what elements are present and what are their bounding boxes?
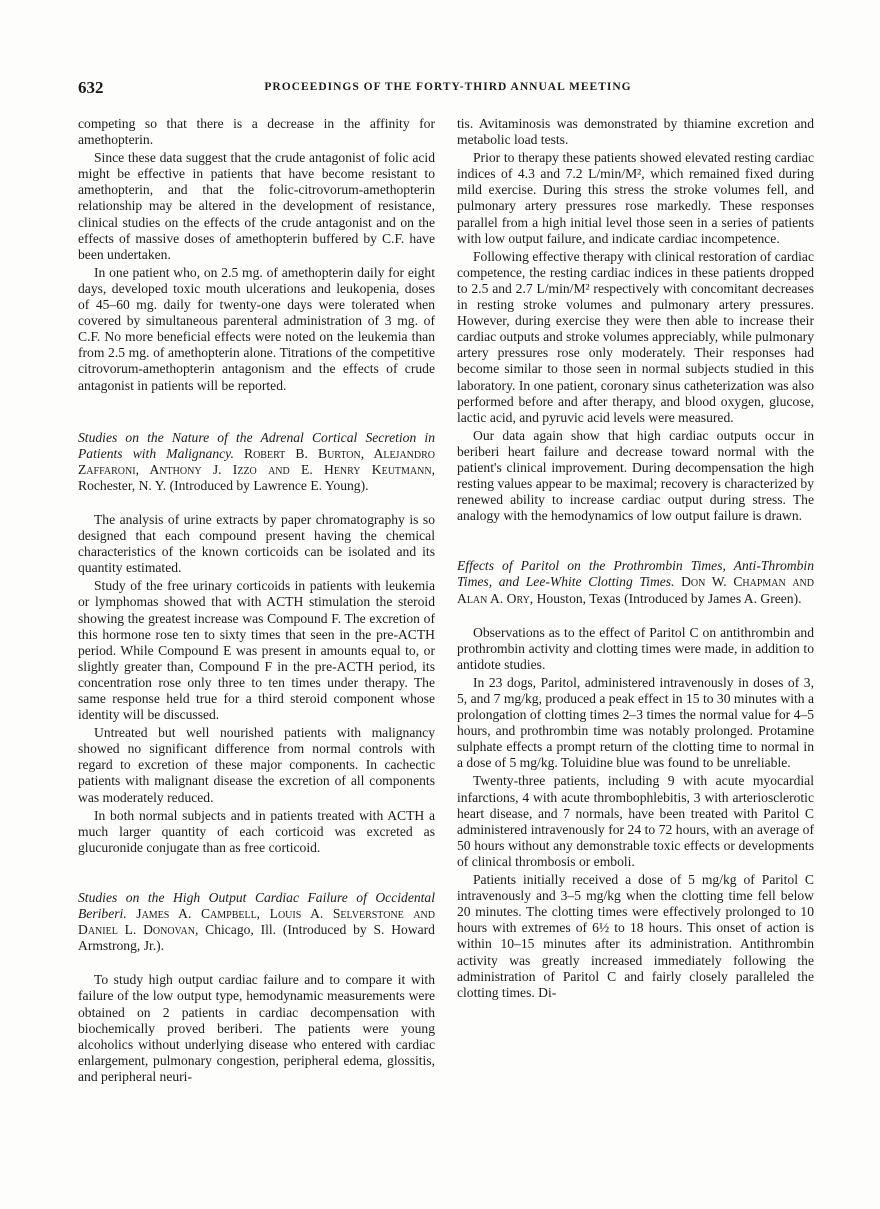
abstract-heading bbox=[78, 890, 435, 954]
paragraph: The analysis of urine extracts by paper chromatography is so designed that each compound present having the chemical characteristics of the known corticoids can be isolated and its quantity estimated. bbox=[78, 511, 435, 576]
paragraph: In 23 dogs, Paritol, administered intravenously in doses of 3, 5, and 7 mg/kg, produced a peak effect in 15 to 30 minutes with a prolongation of clotting times 2–3 times the normal value for 4–5 hours, and prothrombin time was notably prolonged. Protamine sulphate effects a prompt return of the clotting time to normal in a dose of 5 mg/kg. Toluidine blue was found to be unreliable. bbox=[457, 674, 814, 771]
abstract-heading bbox=[78, 430, 435, 494]
paragraph: competing so that there is a decrease in the affinity for amethopterin. bbox=[78, 116, 435, 148]
paragraph: Observations as to the effect of Paritol C on antithrombin and prothrombin activity and clotting times were made, in addition to antidote studies. bbox=[457, 624, 814, 672]
abstract-title: Studies on the High Output Cardiac Failure of Occidental Beriberi. bbox=[78, 889, 435, 922]
paragraph: Untreated but well nourished patients with malignancy showed no significant difference from normal controls with regard to excretion of these major components. In cachectic patients with malignant disease the excretion of all components was moderately reduced. bbox=[78, 725, 435, 805]
page-header bbox=[78, 78, 818, 100]
page-number: 632 bbox=[78, 78, 104, 97]
paragraph: Since these data suggest that the crude antagonist of folic acid might be effective in patients that have become resistant to amethopterin, and that the folic-citrovorum-amethopterin relationship may be altered in the development of resistance, clinical studies on the effects of the crude antagonist and on the effects of massive doses of amethopterin buffered by C.F. have been undertaken. bbox=[78, 150, 435, 262]
paragraph: Twenty-three patients, including 9 with acute myocardial infarctions, 4 with acute thrombophlebitis, 3 with arteriosclerotic heart disease, and 7 normals, have been treated with Paritol C administered intravenously for 24 to 72 hours, with an average of 50 hours without any demonstrable toxic effects or developments of clinical thrombosis or emboli. bbox=[457, 773, 814, 869]
left-column bbox=[78, 116, 435, 1087]
paragraph: In both normal subjects and in patients treated with ACTH a much larger quantity of each corticoid was excreted as glucuronide conjugate than as free corticoid. bbox=[78, 807, 435, 855]
right-column bbox=[457, 116, 814, 1003]
paragraph: Patients initially received a dose of 5 mg/kg of Paritol C intravenously and 3–5 mg/kg when the clotting time fell below 20 minutes. The clotting times were effectively prolonged to 10 hours with extremes of 6½ to 18 hours. This onset of action is within 10–15 minutes after its administration. Antithrombin activity was greatly increased immediately following the administration of Paritol C and fairly closely paralleled the clotting times. Di- bbox=[457, 872, 814, 1000]
paragraph: Prior to therapy these patients showed elevated resting cardiac indices of 4.3 and 7.2 L/min/M², which remained fixed during mild exercise. During this stress the stroke volumes fell, and pulmonary artery pressures rose markedly. These responses parallel from a high initial level those seen in a series of patients with low output failure, and indicate cardiac incompetence. bbox=[457, 150, 814, 246]
abstract-authors: Robert B. Burton, Alejandro Zaffaroni, Anthony J. Izzo and E. Henry Keutmann, bbox=[78, 445, 436, 477]
abstract-title: Effects of Paritol on the Prothrombin Times, Anti-Thrombin Times, and Lee-White Clotting Times. bbox=[457, 558, 814, 590]
paragraph: Following effective therapy with clinical restoration of cardiac competence, the resting cardiac indices in these patients dropped to 2.5 and 2.7 L/min/M² respectively with concomitant decreases in resting stroke volumes and pulmonary artery pressures. However, during exercise they were then able to increase their cardiac outputs and stroke volumes appreciably, while pulmonary artery pressures rose only moderately. Their responses had become similar to those seen in normal subjects studied in this laboratory. In one patient, coronary sinus catheterization was also performed before and after therapy, and blood oxygen, glucose, lactic acid, and pyruvic acid levels were measured. bbox=[457, 248, 814, 425]
abstract-affiliation: Rochester, N. Y. (Introduced by Lawrence E. Young). bbox=[78, 477, 369, 493]
paragraph: Study of the free urinary corticoids in patients with leukemia or lymphomas showed that with ACTH stimulation the steroid showing the greatest increase was Compound F. The excretion of this hormone rose ten to sixty times that seen in the pre-ACTH period. While Compound E was present in amounts equal to, or slightly greater than, Compound F in the pre-ACTH period, its concentration rose only three to ten times under therapy. The same response held true for a third steroid component whose identity will be discussed. bbox=[78, 578, 435, 723]
abstract-heading bbox=[457, 558, 814, 606]
paragraph: To study high output cardiac failure and to compare it with failure of the low output type, hemodynamic measurements were obtained on 2 patients in cardiac decompensation with biochemically proved beriberi. The patients were young alcoholics without underlying disease who entered with cardiac enlargement, pulmonary congestion, peripheral edema, glossitis, and peripheral neuri- bbox=[78, 972, 435, 1084]
paragraph: In one patient who, on 2.5 mg. of amethopterin daily for eight days, developed toxic mouth ulcerations and leukopenia, doses of 45–60 mg. daily for twenty-one days were tolerated when covered by simultaneous parenteral administration of 3 mg. of C.F. No more beneficial effects were noted on the leukemia than from 2.5 mg. of amethopterin alone. Titrations of the competitive citrovorum-amethopterin antagonism and the effects of crude antagonist in patients will be reported. bbox=[78, 264, 435, 393]
paragraph: tis. Avitaminosis was demonstrated by thiamine excretion and metabolic load tests. bbox=[457, 116, 814, 148]
abstract-authors: James A. Campbell, Louis A. Selverstone and Daniel L. Donovan, bbox=[78, 906, 436, 938]
abstract-authors: Don W. Chapman and Alan A. Ory, bbox=[457, 574, 814, 606]
abstract-title: Studies on the Nature of the Adrenal Cortical Secretion in Patients with Malignancy. bbox=[78, 429, 435, 461]
abstract-affiliation: Chicago, Ill. (Introduced by S. Howard Armstrong, Jr.). bbox=[78, 922, 435, 954]
abstract-affiliation: Houston, Texas (Introduced by James A. Green). bbox=[533, 590, 802, 606]
running-head: PROCEEDINGS OF THE FORTY-THIRD ANNUAL MEETING bbox=[264, 81, 632, 93]
paragraph: Our data again show that high cardiac outputs occur in beriberi heart failure and decrease toward normal with the patient's clinical improvement. During decompensation the high resting values appear to be maximal; recovery is characterized by renewed ability to increase cardiac output during stress. The analogy with the hemodynamics of low output failure is drawn. bbox=[457, 427, 814, 524]
